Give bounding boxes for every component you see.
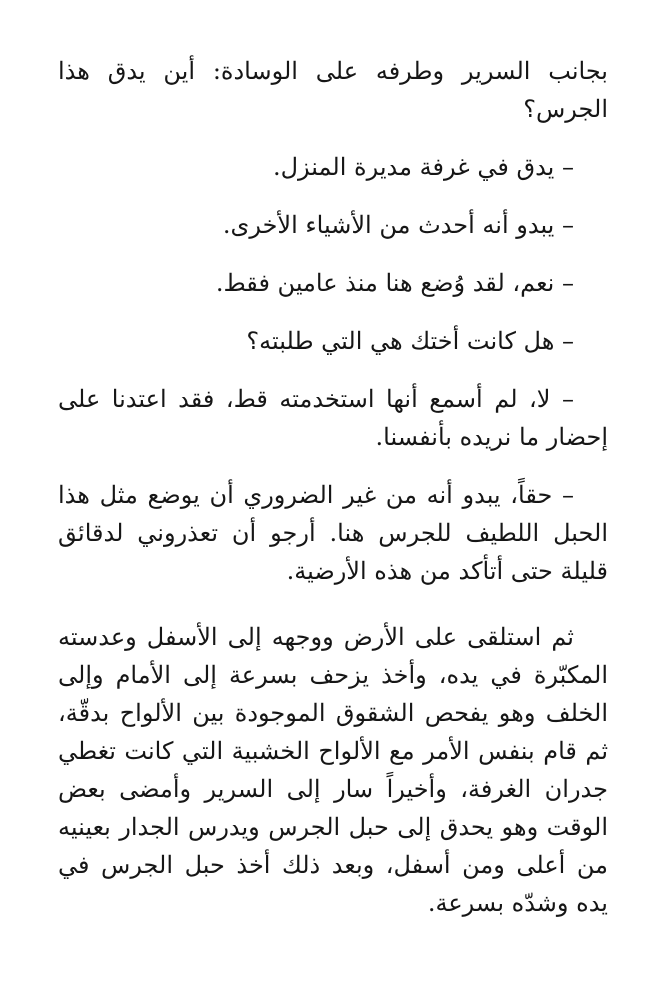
book-page-text bbox=[58, 52, 608, 922]
dialogue-line-never-used: – لا، لم أسمع أنها استخدمته قط، فقد اعتدنا على إحضار ما نريده بأنفسنا. bbox=[58, 385, 608, 451]
dialogue-line-housekeeper-room: – يدق في غرفة مديرة المنزل. bbox=[272, 153, 574, 181]
narration-paragraph: ثم استلقى على الأرض ووجهه إلى الأسفل وعدسته المكبّرة في يده، وأخذ يزحف بسرعة إلى الأمام وإلى الخلف وهو يفحص الشقوق الموجودة بين الألواح بدقّة، ثم قام بنفس الأمر مع الألواح الخشبية التي كانت تغطي جدران الغرفة، وأخيراً سار إلى السرير وأمضى بعض الوقت وهو يحدق إلى حبل الجرس ويدرس الجدار بعينيه من أعلى ومن أسفل، وبعد ذلك أخذ حبل الجرس في يده وشدّه بسرعة. bbox=[58, 623, 608, 917]
dialogue-line-two-years-ago: – نعم، لقد وُضع هنا منذ عامين فقط. bbox=[215, 269, 574, 297]
dialogue-line-newer-than-others: – يبدو أنه أحدث من الأشياء الأخرى. bbox=[222, 211, 574, 239]
dialogue-line-sister-request: – هل كانت أختك هي التي طلبته؟ bbox=[246, 327, 574, 355]
intro-paragraph: بجانب السرير وطرفه على الوسادة: أين يدق هذا الجرس؟ bbox=[58, 57, 608, 123]
dialogue-line-check-floor: – حقاً، يبدو أنه من غير الضروري أن يوضع مثل هذا الحبل اللطيف للجرس هنا. أرجو أن تعذروني لدقائق قليلة حتى أتأكد من هذه الأرضية. bbox=[58, 481, 608, 585]
